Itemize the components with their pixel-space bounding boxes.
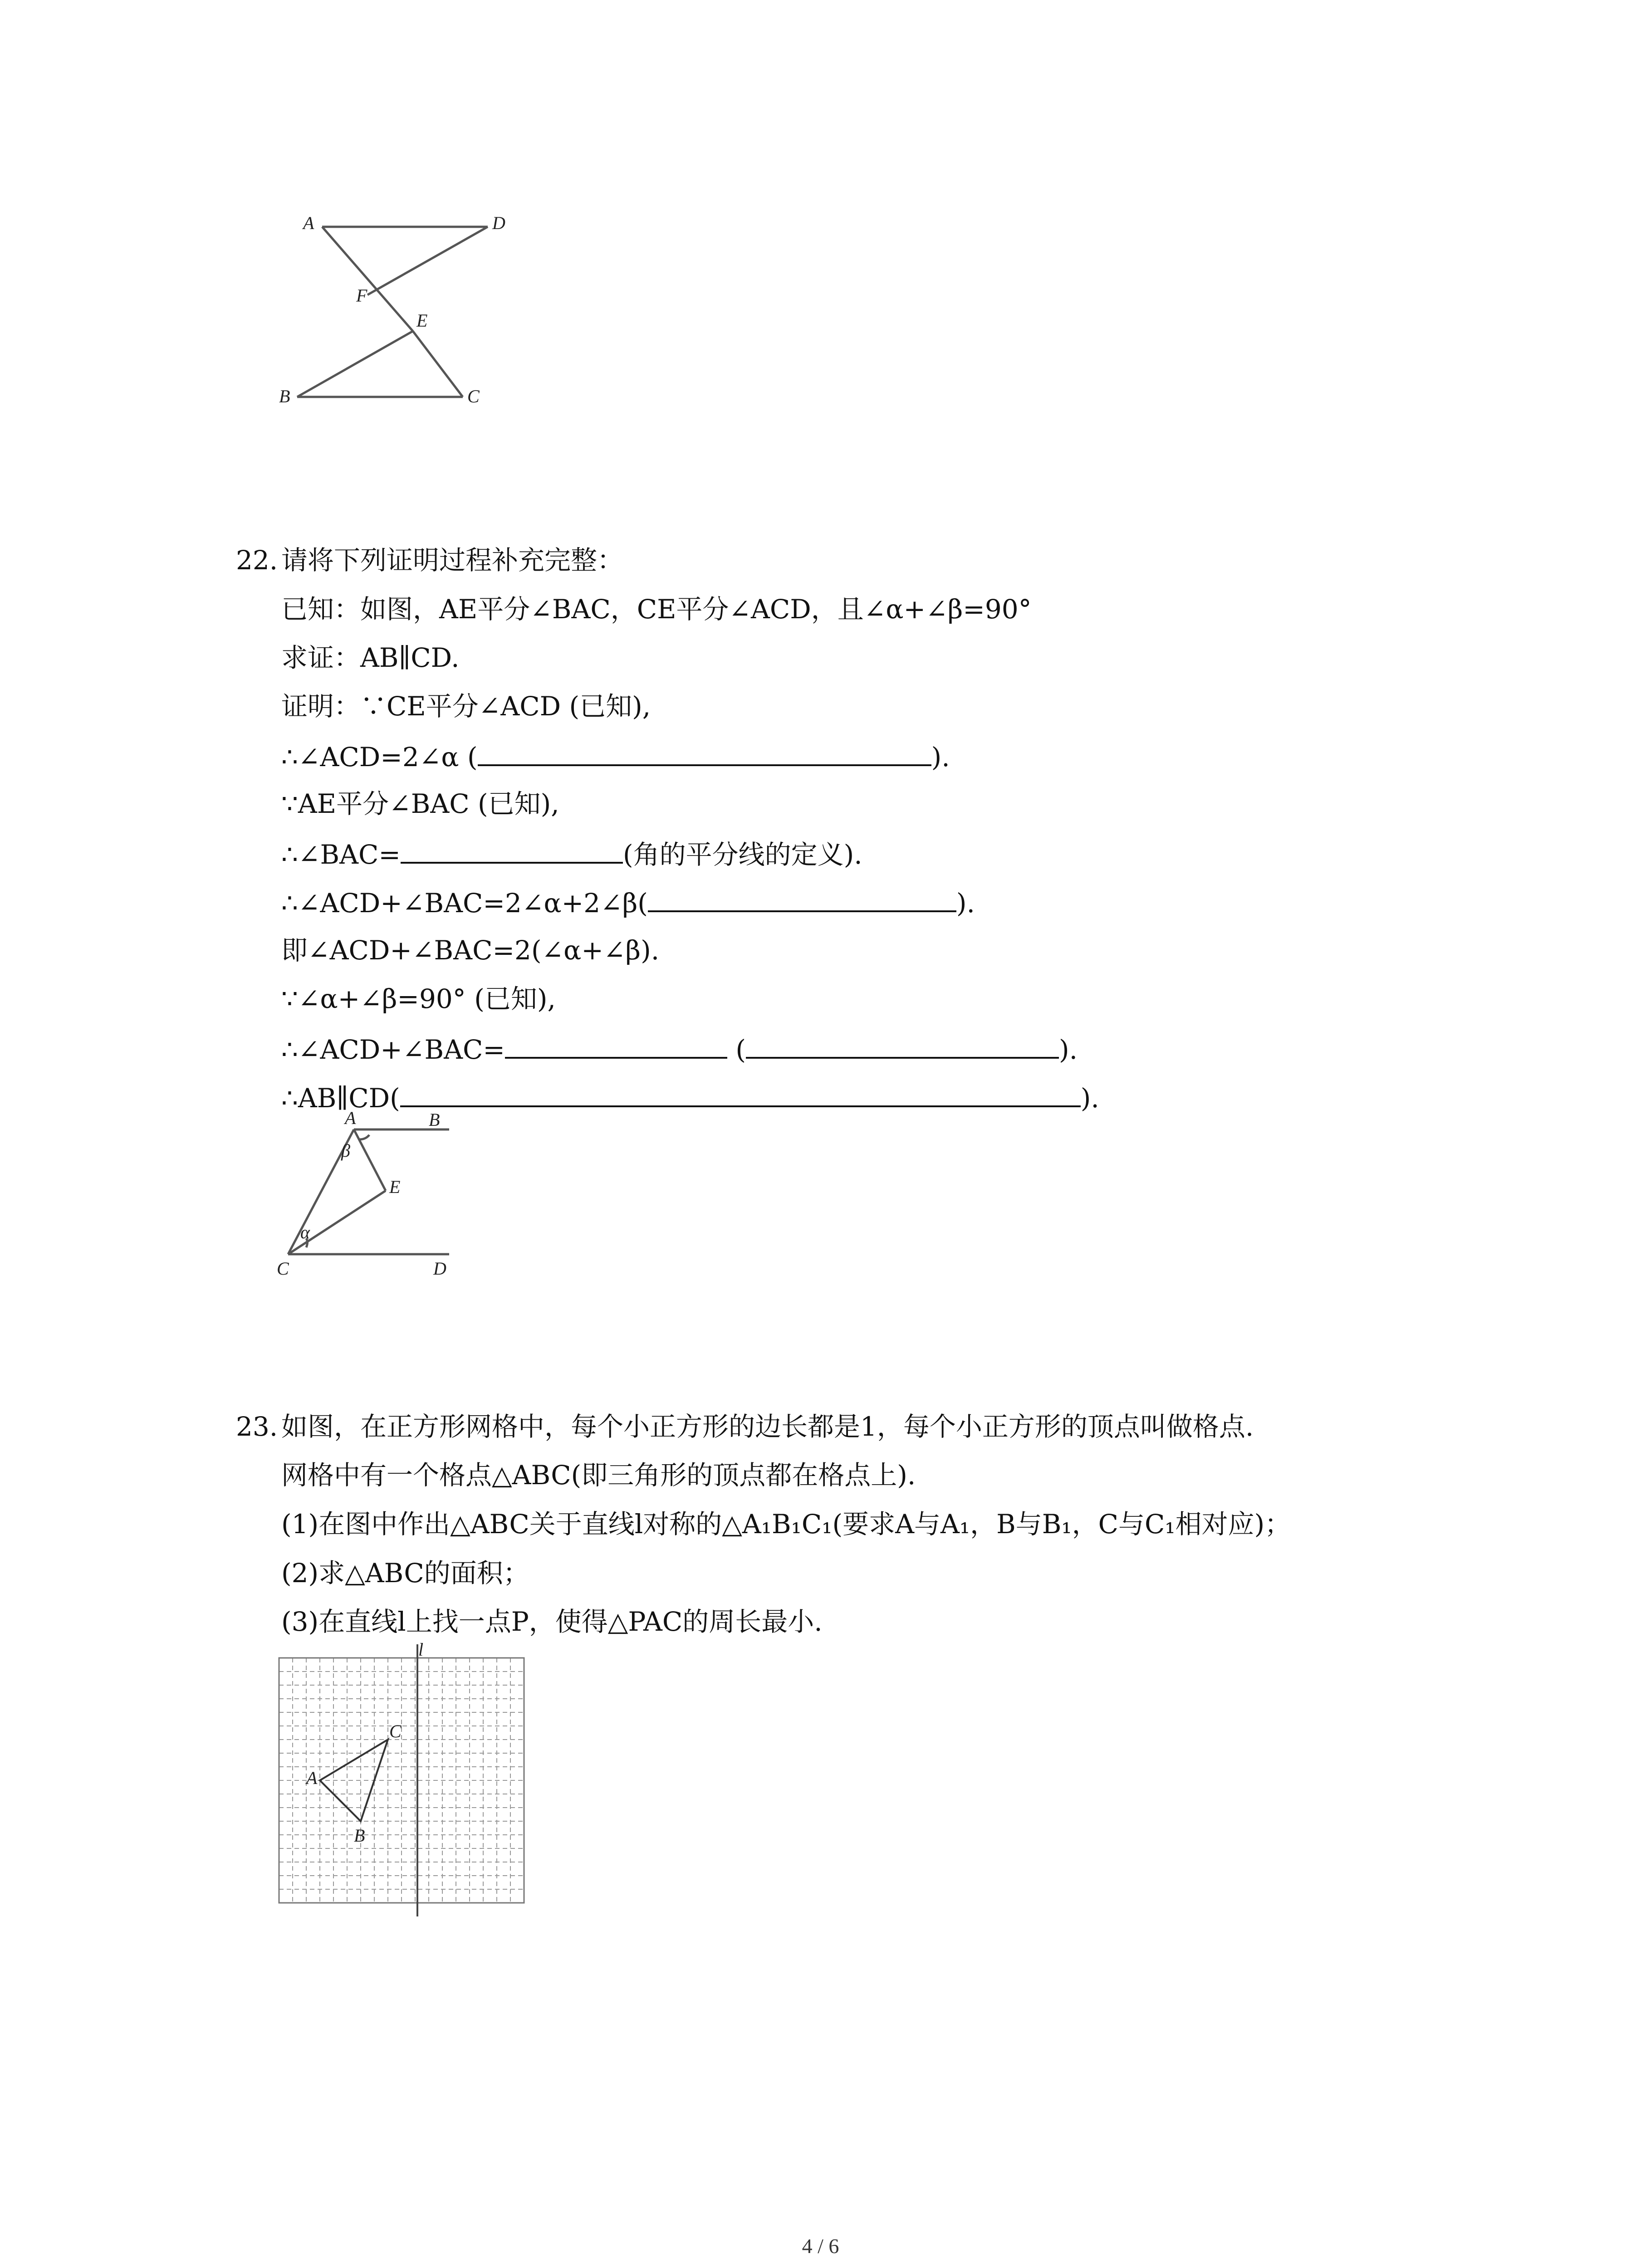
q22-blank-5[interactable]	[746, 1030, 1059, 1059]
q22-title: 请将下列证明过程补充完整：	[281, 545, 624, 576]
q22-line5-pre: ∴∠ACD+∠BAC=2∠α+2∠β(	[281, 888, 648, 919]
question-23-number: 23.	[236, 1411, 278, 1442]
q22-line4-post: (角的平分线的定义).	[622, 839, 862, 870]
q22-blank-2[interactable]	[401, 835, 623, 864]
figure-q23-grid	[272, 1640, 535, 1916]
q23-line-4: (2)求△ABC的面积；	[281, 1558, 529, 1589]
question-22-number: 22.	[236, 545, 278, 576]
q22-blank-3[interactable]	[648, 883, 956, 912]
fig22-label-alpha: α	[300, 1222, 310, 1242]
q22-line4-pre: ∴∠BAC=	[281, 839, 401, 870]
fig22-label-beta: β	[341, 1140, 350, 1161]
q22-line9-post: ).	[1080, 1083, 1099, 1114]
q22-proof-line-7: ∵∠α+∠β=90° (已知),	[281, 983, 556, 1014]
fig21-label-e: E	[416, 310, 428, 331]
q22-line8-post: ).	[1059, 1034, 1078, 1065]
q22-proof-line-2	[281, 737, 950, 775]
fig23-label-c: C	[389, 1721, 402, 1741]
q22-line2-post: ).	[931, 742, 950, 772]
fig23-label-b: B	[354, 1825, 365, 1846]
fig22-label-b: B	[429, 1111, 440, 1130]
page-number: 4 / 6	[802, 2234, 839, 2258]
figure-q21	[272, 206, 526, 415]
fig21-label-a: A	[303, 213, 314, 233]
q22-line9-pre: ∴AB∥CD(	[281, 1083, 400, 1114]
q22-proof-line-8	[281, 1030, 1078, 1068]
q22-given: 已知：如图，AE平分∠BAC，CE平分∠ACD，且∠α+∠β=90°	[281, 594, 1032, 625]
fig23-label-l: l	[418, 1640, 424, 1660]
q22-proof-line-5	[281, 883, 975, 921]
figure-q22	[272, 1111, 463, 1284]
fig21-label-f: F	[356, 285, 367, 306]
q22-proof-line-1: 证明：∵CE平分∠ACD (已知),	[281, 691, 651, 722]
q23-line-5: (3)在直线l上找一点P，使得△PAC的周长最小.	[281, 1606, 823, 1637]
q23-line-1: 如图，在正方形网格中，每个小正方形的边长都是1，每个小正方形的顶点叫做格点.	[281, 1411, 1254, 1442]
q22-proof-line-4	[281, 835, 862, 873]
q23-line-2: 网格中有一个格点△ABC(即三角形的顶点都在格点上).	[281, 1460, 916, 1491]
q22-prove: 求证：AB∥CD.	[281, 642, 460, 673]
q22-line2-pre: ∴∠ACD=2∠α (	[281, 742, 478, 772]
q22-proof-line-9	[281, 1078, 1099, 1116]
q22-line8-pre: ∴∠ACD+∠BAC=	[281, 1034, 505, 1065]
q22-line5-post: ).	[956, 888, 975, 919]
q23-line-3: (1)在图中作出△ABC关于直线l对称的△A₁B₁C₁(要求A与A₁，B与B₁，C与C₁相对应)；	[281, 1509, 1291, 1540]
fig22-label-e: E	[389, 1177, 401, 1197]
q22-blank-4[interactable]	[505, 1030, 727, 1059]
q22-proof-line-6: 即∠ACD+∠BAC=2(∠α+∠β).	[281, 935, 660, 966]
q22-blank-1[interactable]	[478, 737, 931, 766]
fig22-label-d: D	[433, 1258, 446, 1279]
fig22-label-a: A	[345, 1111, 356, 1128]
fig23-label-a: A	[306, 1768, 318, 1788]
fig21-label-d: D	[492, 213, 505, 233]
q22-proof-line-3: ∵AE平分∠BAC (已知),	[281, 788, 559, 819]
fig22-label-c: C	[277, 1258, 289, 1279]
fig21-label-b: B	[279, 386, 290, 406]
q22-line8-mid: (	[727, 1034, 746, 1065]
fig21-label-c: C	[467, 386, 480, 406]
q22-blank-6[interactable]	[400, 1078, 1081, 1107]
